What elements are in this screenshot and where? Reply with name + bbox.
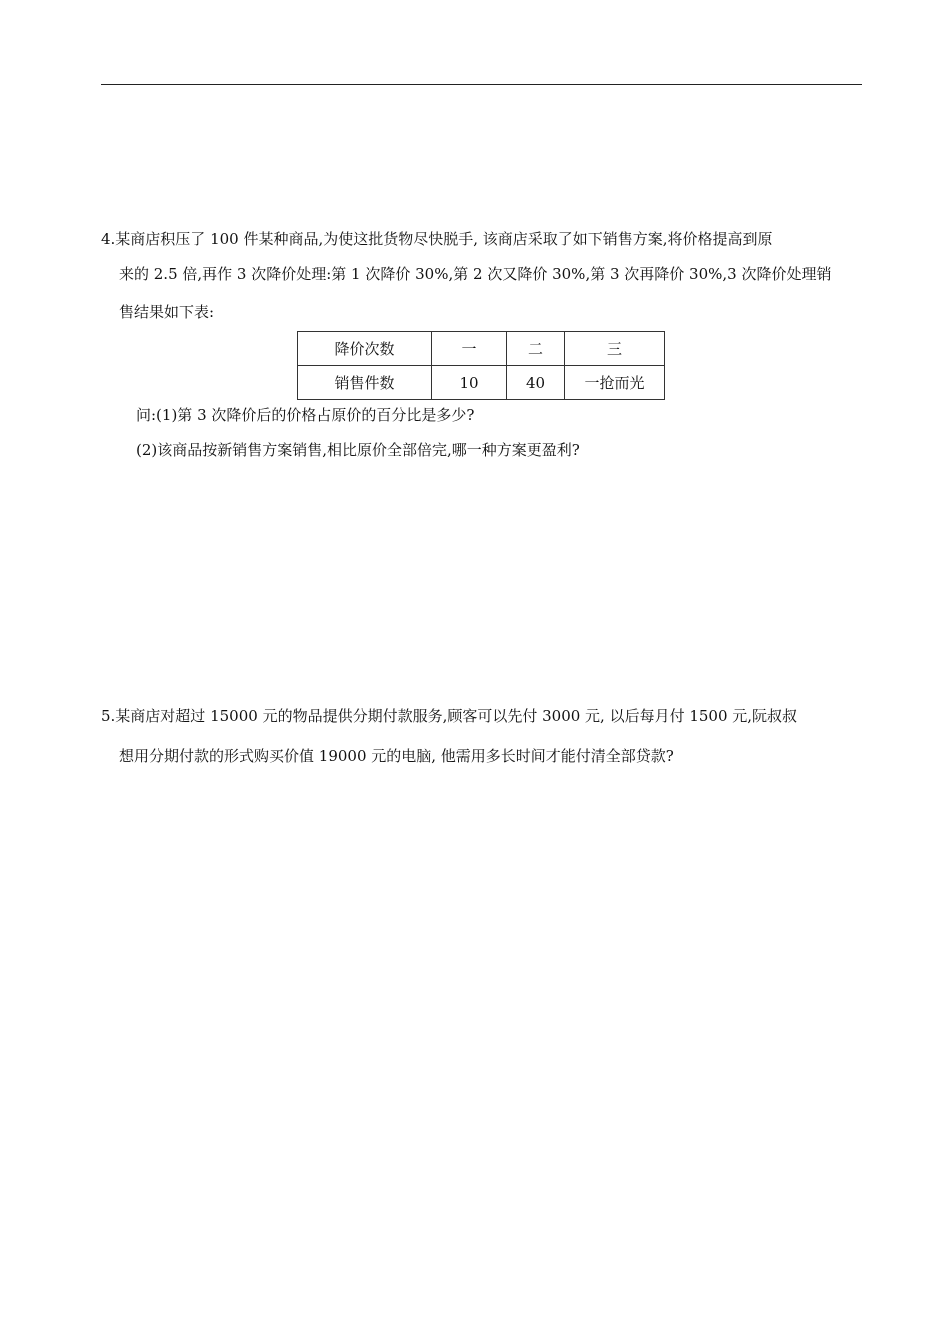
question-4-subquestion-2: (2)该商品按新销售方案销售,相比原价全部倍完,哪一种方案更盈利? xyxy=(136,441,580,459)
question-5-text-line-1: 5.某商店对超过 15000 元的物品提供分期付款服务,顾客可以先付 3000 元, 以后每月付 1500 元,阮叔叔 xyxy=(101,707,798,725)
question-4-text-line-1: 4.某商店积压了 100 件某种商品,为使这批货物尽快脱手, 该商店采取了如下销售方案,将价格提高到原 xyxy=(101,230,773,248)
sales-table xyxy=(297,331,665,400)
question-4-subquestion-1: 问:(1)第 3 次降价后的价格占原价的百分比是多少? xyxy=(136,406,475,424)
question-4-text-line-2: 来的 2.5 倍,再作 3 次降价处理:第 1 次降价 30%,第 2 次又降价 30%,第 3 次再降价 30%,3 次降价处理销 xyxy=(119,265,832,283)
table-row-price-reductions xyxy=(298,332,665,366)
table-cell: 二 xyxy=(507,332,565,366)
table-cell: 一 xyxy=(432,332,507,366)
table-cell: 降价次数 xyxy=(298,332,432,366)
header-rule xyxy=(101,84,862,85)
table-cell: 销售件数 xyxy=(298,366,432,400)
table-cell: 三 xyxy=(565,332,665,366)
question-5-text-line-2: 想用分期付款的形式购买价值 19000 元的电脑, 他需用多长时间才能付清全部贷款? xyxy=(119,747,674,765)
table-cell: 一抢而光 xyxy=(565,366,665,400)
question-4-text-line-3: 售结果如下表: xyxy=(119,303,215,321)
table-row-units-sold xyxy=(298,366,665,400)
table-cell: 40 xyxy=(507,366,565,400)
table-cell: 10 xyxy=(432,366,507,400)
